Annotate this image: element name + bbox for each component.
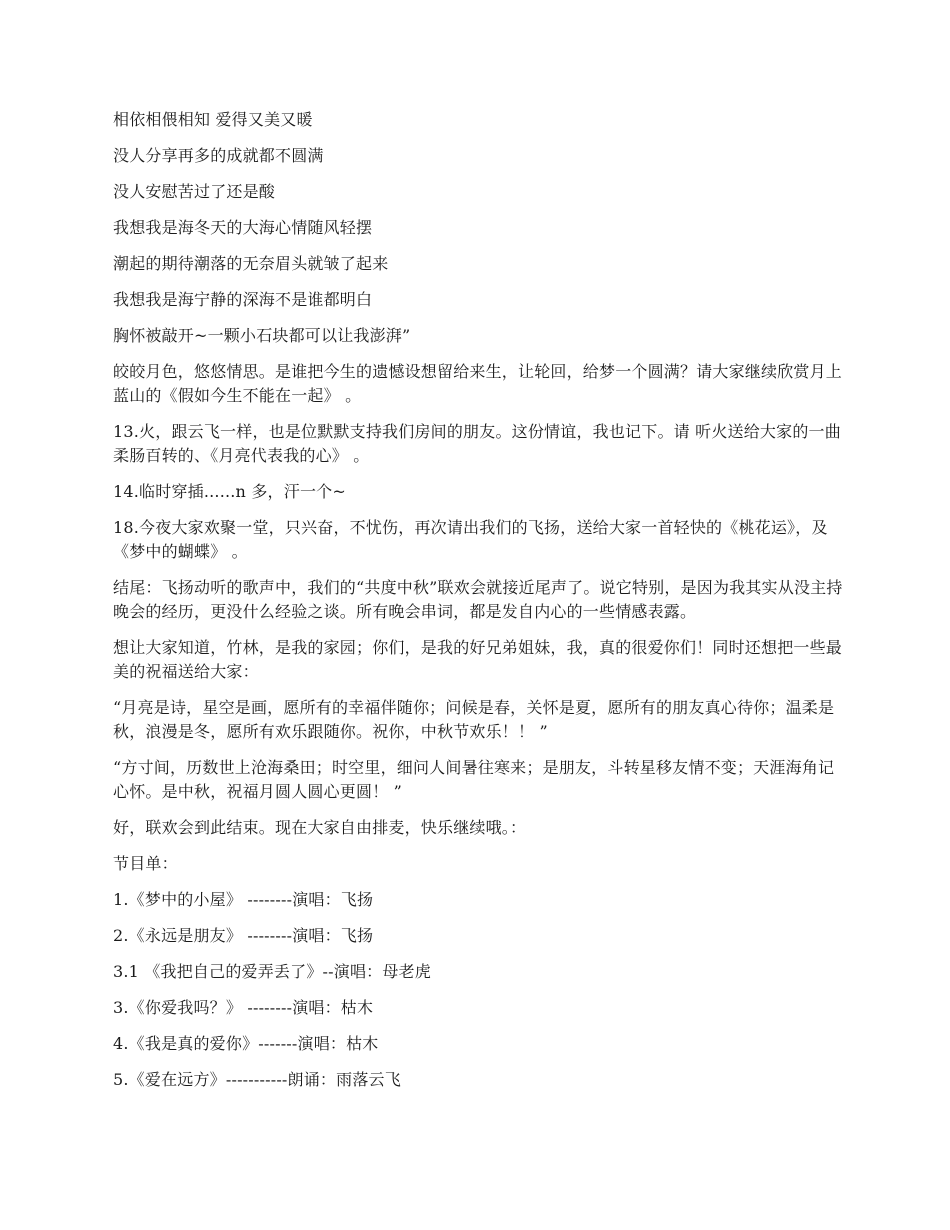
lyric-line-5: 潮起的期待潮落的无奈眉头就皱了起来	[113, 254, 389, 273]
blessing-quote-2: “方寸间，历数世上沧海桑田；时空里，细问人间暑往寒来；是朋友，斗转星移友情不变；天涯海角记心怀。是中秋，祝福月圆人圆心更圆！ ”	[113, 758, 835, 801]
lyric-line-6: 我想我是海宁静的深海不是谁都明白	[113, 290, 373, 309]
item-14-paragraph: 14.临时穿插......n 多，汗一个~	[113, 482, 346, 501]
lyric-line-4: 我想我是海冬天的大海心情随风轻摆	[113, 218, 373, 237]
program-list-heading: 节目单：	[113, 854, 178, 873]
item-18-paragraph: 18.今夜大家欢聚一堂，只兴奋，不忧伤，再次请出我们的飞扬，送给大家一首轻快的《桃花运》，及《梦中的蝴蝶》 。	[113, 518, 828, 561]
lyric-line-2: 没人分享再多的成就都不圆满	[113, 146, 324, 165]
lyric-line-1: 相依相偎相知 爱得又美又暖	[113, 110, 313, 129]
wishes-intro-paragraph: 想让大家知道，竹林，是我的家园；你们，是我的好兄弟姐妹，我，真的很爱你们！同时还想把一些最美的祝福送给大家：	[113, 638, 843, 681]
intro-paragraph-moonlight: 皎皎月色，悠悠情思。是谁把今生的遗憾设想留给来生，让轮回，给梦一个圆满？请大家继续欣赏月上蓝山的《假如今生不能在一起》 。	[113, 362, 843, 405]
lyric-line-7: 胸怀被敲开~一颗小石块都可以让我澎湃”	[113, 326, 411, 345]
farewell-paragraph: 好，联欢会到此结束。现在大家自由排麦，快乐继续哦。：	[113, 818, 527, 837]
program-item-3: 3.《你爱我吗？》 --------演唱：枯木	[113, 998, 374, 1017]
item-13-paragraph: 13.火，跟云飞一样，也是位默默支持我们房间的朋友。这份情谊，我也记下。请 听火送给大家的一曲柔肠百转的、《月亮代表我的心》 。	[113, 422, 841, 465]
program-item-2: 2.《永远是朋友》 --------演唱：飞扬	[113, 926, 374, 945]
program-item-5: 5.《爱在远方》-----------朗诵：雨落云飞	[113, 1070, 401, 1089]
closing-paragraph: 结尾：飞扬动听的歌声中，我们的“共度中秋”联欢会就接近尾声了。说它特别，是因为我其实从没主持晚会的经历，更没什么经验之谈。所有晚会串词，都是发自内心的一些情感表露。	[113, 578, 843, 621]
lyric-line-3: 没人安慰苦过了还是酸	[113, 182, 276, 201]
document-page	[113, 108, 843, 1104]
blessing-quote-1: “月亮是诗，星空是画，愿所有的幸福伴随你；问候是春，关怀是夏，愿所有的朋友真心待你；温柔是秋，浪漫是冬，愿所有欢乐跟随你。祝你，中秋节欢乐！！ ”	[113, 698, 835, 741]
program-item-1: 1.《梦中的小屋》 --------演唱：飞扬	[113, 890, 374, 909]
program-item-3-1: 3.1 《我把自己的爱弄丢了》--演唱：母老虎	[113, 962, 431, 981]
program-item-4: 4.《我是真的爱你》-------演唱：枯木	[113, 1034, 379, 1053]
